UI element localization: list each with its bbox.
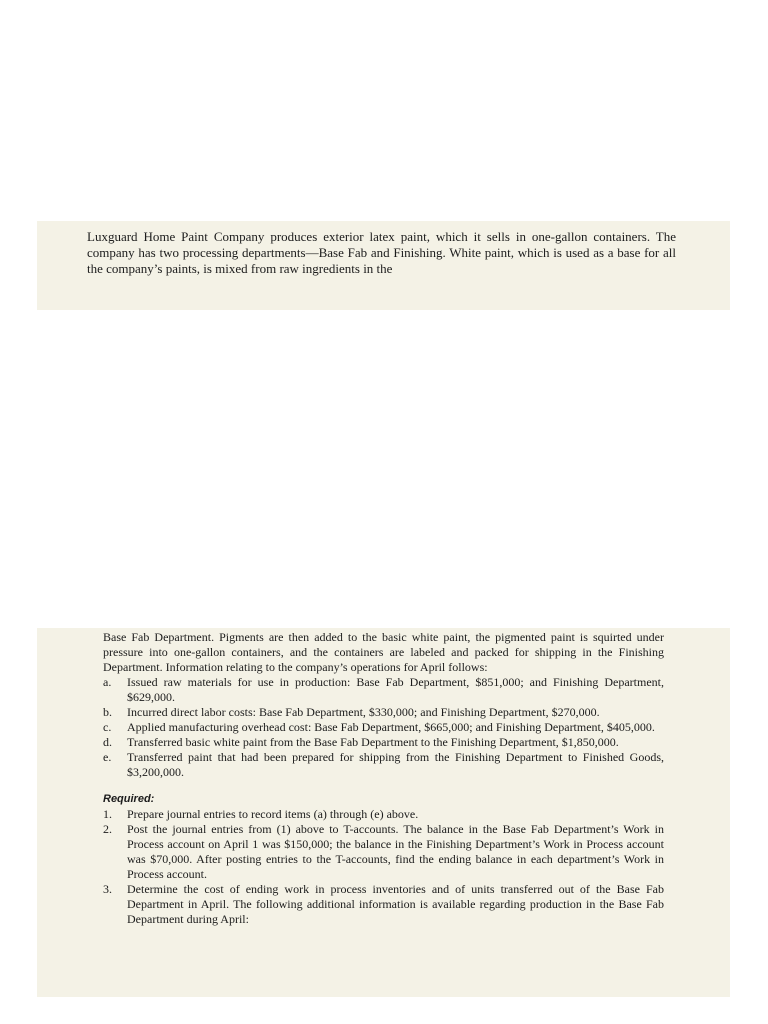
transaction-list [103, 675, 664, 780]
transaction-item-d [103, 735, 664, 750]
item-text: Transferred paint that had been prepared for shipping from the Finishing Department to Finished Goods, $3,200,000. [127, 750, 664, 779]
required-text: Post the journal entries from (1) above to T-accounts. The balance in the Base Fab Department’s Work in Process account on April 1 was $150,000; the balance in the Finishing Department’s Work in Process account was $70,000. After posting entries to the T-accounts, find the ending balance in each department’s Work in Process account. [127, 822, 664, 881]
required-item-2 [103, 822, 664, 882]
transaction-item-c [103, 720, 664, 735]
item-marker: d. [103, 735, 112, 749]
item-marker: a. [103, 675, 112, 689]
transaction-item-a [103, 675, 664, 705]
item-text: Incurred direct labor costs: Base Fab Department, $330,000; and Finishing Department, $270,000. [127, 705, 600, 719]
item-marker: e. [103, 750, 112, 764]
required-marker: 2. [103, 822, 112, 836]
required-item-3 [103, 882, 664, 927]
problem-continuation-panel [37, 628, 730, 997]
required-text: Determine the cost of ending work in process inventories and of units transferred out of the Base Fab Department in April. The following additional information is available regarding production in the Base Fab Department during April: [127, 882, 664, 926]
required-heading: Required: [103, 793, 155, 805]
required-item-1 [103, 807, 664, 822]
required-text: Prepare journal entries to record items (a) through (e) above. [127, 807, 419, 821]
required-marker: 3. [103, 882, 112, 896]
item-marker: c. [103, 720, 112, 734]
item-text: Issued raw materials for use in production: Base Fab Department, $851,000; and Finishing Department, $629,000. [127, 675, 664, 704]
item-text: Applied manufacturing overhead cost: Base Fab Department, $665,000; and Finishing Department, $405,000. [127, 720, 655, 734]
item-marker: b. [103, 705, 112, 719]
problem-intro-panel [37, 221, 730, 310]
item-text: Transferred basic white paint from the Base Fab Department to the Finishing Department, $1,850,000. [127, 735, 619, 749]
required-list [103, 807, 664, 927]
intro-paragraph: Luxguard Home Paint Company produces exterior latex paint, which it sells in one-gallon containers. The company has two processing departments—Base Fab and Finishing. White paint, which is used as a base for all the company’s paints, is mixed from raw ingredients in the [87, 229, 676, 276]
required-marker: 1. [103, 807, 112, 821]
transaction-item-e [103, 750, 664, 780]
transaction-item-b [103, 705, 664, 720]
continuation-paragraph: Base Fab Department. Pigments are then added to the basic white paint, the pigmented paint is squirted under pressure into one-gallon containers, and the containers are labeled and packed for shipping in the Finishing Department. Information relating to the company’s operations for April follows: [103, 630, 664, 674]
